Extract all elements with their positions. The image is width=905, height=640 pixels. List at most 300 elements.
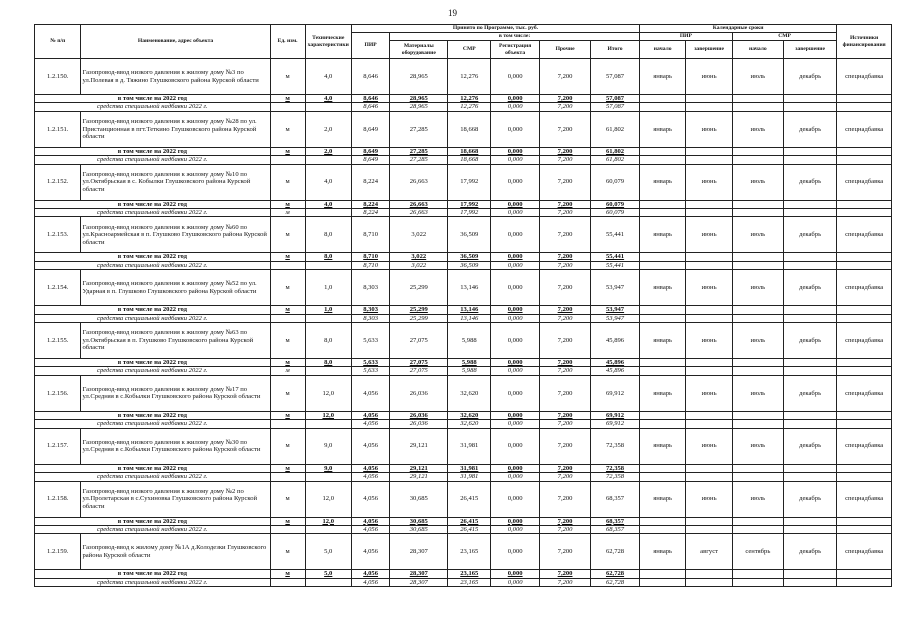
year-total-total: 69,912: [591, 411, 640, 419]
special-surcharge-total: 45,896: [591, 367, 640, 375]
year-total-smr: 13,146: [448, 306, 491, 314]
year-total-unit: м: [270, 306, 305, 314]
empty-cell: [639, 570, 685, 578]
funding-source: спецнадбавка: [837, 323, 892, 359]
tech-characteristic: 8,0: [305, 323, 351, 359]
other-value: 7,200: [540, 481, 591, 517]
total-value: 53,947: [591, 270, 640, 306]
year-total-label: в том числе на 2022 год: [35, 359, 271, 367]
special-surcharge-unit: м: [270, 209, 305, 217]
empty-cell: [837, 95, 892, 103]
empty-cell: [837, 570, 892, 578]
year-total-tech: 12,0: [305, 411, 351, 419]
smr-start: июль: [732, 217, 783, 253]
empty-cell: [783, 464, 836, 472]
pir-start: январь: [639, 270, 685, 306]
special-surcharge-smr: 18,668: [448, 156, 491, 164]
object-name: Газопровод-ввод к жилому дому №1А д.Колодезки Глушковского района Курской области: [81, 534, 270, 570]
year-total-other: 7,200: [540, 200, 591, 208]
empty-cell: [783, 156, 836, 164]
year-total-label: в том числе на 2022 год: [35, 200, 271, 208]
header-accepted: Принято по Программе, тыс. руб.: [351, 25, 639, 33]
year-total-smr: 31,981: [448, 464, 491, 472]
year-total-unit: м: [270, 253, 305, 261]
empty-cell: [686, 578, 732, 586]
empty-cell: [837, 261, 892, 269]
tech-characteristic: 4,0: [305, 59, 351, 95]
year-total-row: [35, 200, 892, 208]
special-surcharge-materials: 27,285: [390, 156, 448, 164]
special-surcharge-other: 7,200: [540, 156, 591, 164]
unit: м: [270, 217, 305, 253]
year-total-total: 61,802: [591, 147, 640, 155]
pir-value: 4,056: [351, 375, 389, 411]
table-row: [35, 375, 892, 411]
year-total-pir: 4,056: [351, 517, 389, 525]
unit: м: [270, 164, 305, 200]
smr-value: 31,981: [448, 428, 491, 464]
header-unit: Ед. изм.: [270, 25, 305, 59]
empty-cell: [837, 103, 892, 111]
special-surcharge-unit: [270, 156, 305, 164]
year-total-label: в том числе на 2022 год: [35, 464, 271, 472]
funding-source: спецнадбавка: [837, 59, 892, 95]
special-surcharge-total: 53,947: [591, 314, 640, 322]
empty-cell: [686, 261, 732, 269]
special-surcharge-unit: [270, 578, 305, 586]
year-total-tech: 1,0: [305, 306, 351, 314]
pir-end: июнь: [686, 164, 732, 200]
other-value: 7,200: [540, 270, 591, 306]
smr-start: июль: [732, 323, 783, 359]
pir-start: январь: [639, 481, 685, 517]
year-total-materials: 26,663: [390, 200, 448, 208]
funding-source: спецнадбавка: [837, 375, 892, 411]
empty-cell: [639, 253, 685, 261]
object-name: Газопровод-ввод низкого давления к жилому дому №17 по ул.Средняя в с.Кобылки Глушковского района Курской области: [81, 375, 270, 411]
object-name: Газопровод-ввод низкого давления к жилому дому №10 по ул.Октябрьская в с. Кобылки Глушковского района Курской области: [81, 164, 270, 200]
materials-value: 28,965: [390, 59, 448, 95]
empty-cell: [783, 200, 836, 208]
smr-end: декабрь: [783, 481, 836, 517]
special-surcharge-row: [35, 156, 892, 164]
other-value: 7,200: [540, 534, 591, 570]
empty-cell: [305, 525, 351, 533]
year-total-unit: м: [270, 359, 305, 367]
special-surcharge-smr: 36,509: [448, 261, 491, 269]
other-value: 7,200: [540, 59, 591, 95]
empty-cell: [837, 420, 892, 428]
registration-value: 0,000: [491, 111, 540, 147]
pir-value: 8,303: [351, 270, 389, 306]
special-surcharge-other: 7,200: [540, 103, 591, 111]
year-total-row: [35, 464, 892, 472]
year-total-materials: 25,299: [390, 306, 448, 314]
other-value: 7,200: [540, 323, 591, 359]
special-surcharge-other: 7,200: [540, 261, 591, 269]
table-row: [35, 59, 892, 95]
empty-cell: [686, 200, 732, 208]
empty-cell: [639, 261, 685, 269]
total-value: 72,358: [591, 428, 640, 464]
year-total-row: [35, 411, 892, 419]
object-name: Газопровод-ввод низкого давления к жилому дому №52 по ул. Ударная в п. Глушково Глушковского района Курской области: [81, 270, 270, 306]
empty-cell: [837, 411, 892, 419]
empty-cell: [837, 209, 892, 217]
empty-cell: [837, 359, 892, 367]
empty-cell: [783, 359, 836, 367]
header-smr-start: начало: [732, 41, 783, 59]
empty-cell: [686, 367, 732, 375]
row-number: 1.2.154.: [35, 270, 81, 306]
year-total-registration: 0,000: [491, 200, 540, 208]
special-surcharge-registration: 0,000: [491, 209, 540, 217]
special-surcharge-unit: м: [270, 367, 305, 375]
special-surcharge-pir: 8,710: [351, 261, 389, 269]
special-surcharge-unit: [270, 420, 305, 428]
smr-value: 32,620: [448, 375, 491, 411]
special-surcharge-unit: [270, 473, 305, 481]
tech-characteristic: 4,0: [305, 164, 351, 200]
year-total-registration: 0,000: [491, 570, 540, 578]
empty-cell: [837, 464, 892, 472]
year-total-row: [35, 359, 892, 367]
pir-end: июнь: [686, 59, 732, 95]
materials-value: 25,299: [390, 270, 448, 306]
empty-cell: [686, 359, 732, 367]
smr-start: июль: [732, 59, 783, 95]
smr-value: 36,509: [448, 217, 491, 253]
empty-cell: [305, 261, 351, 269]
pir-value: 4,056: [351, 428, 389, 464]
object-name: Газопровод-ввод низкого давления к жилому дому №2 по ул.Пролетарская в с.Сухиновка Глушковского района Курской области: [81, 481, 270, 517]
empty-cell: [837, 147, 892, 155]
year-total-label: в том числе на 2022 год: [35, 147, 271, 155]
empty-cell: [639, 367, 685, 375]
special-surcharge-pir: 4,056: [351, 473, 389, 481]
empty-cell: [639, 200, 685, 208]
year-total-tech: 2,0: [305, 147, 351, 155]
materials-value: 26,036: [390, 375, 448, 411]
year-total-other: 7,200: [540, 253, 591, 261]
row-number: 1.2.156.: [35, 375, 81, 411]
special-surcharge-label: средства специальной надбавки 2022 г.: [35, 209, 271, 217]
year-total-total: 57,087: [591, 95, 640, 103]
special-surcharge-registration: 0,000: [491, 525, 540, 533]
table-row: [35, 217, 892, 253]
pir-start: январь: [639, 59, 685, 95]
row-number: 1.2.155.: [35, 323, 81, 359]
pir-value: 8,646: [351, 59, 389, 95]
empty-cell: [686, 517, 732, 525]
year-total-row: [35, 147, 892, 155]
empty-cell: [732, 95, 783, 103]
header-num: № п/п: [35, 25, 81, 59]
special-surcharge-row: [35, 420, 892, 428]
materials-value: 30,685: [390, 481, 448, 517]
tech-characteristic: 9,0: [305, 428, 351, 464]
smr-end: декабрь: [783, 375, 836, 411]
empty-cell: [732, 517, 783, 525]
special-surcharge-materials: 3,022: [390, 261, 448, 269]
special-surcharge-label: средства специальной надбавки 2022 г.: [35, 473, 271, 481]
empty-cell: [783, 95, 836, 103]
special-surcharge-other: 7,200: [540, 367, 591, 375]
other-value: 7,200: [540, 375, 591, 411]
year-total-label: в том числе на 2022 год: [35, 95, 271, 103]
empty-cell: [732, 306, 783, 314]
special-surcharge-smr: 31,981: [448, 473, 491, 481]
smr-end: декабрь: [783, 534, 836, 570]
year-total-total: 62,728: [591, 570, 640, 578]
empty-cell: [686, 147, 732, 155]
special-surcharge-total: 72,358: [591, 473, 640, 481]
unit: м: [270, 534, 305, 570]
empty-cell: [837, 314, 892, 322]
year-total-label: в том числе на 2022 год: [35, 306, 271, 314]
header-total: Итого: [591, 41, 640, 59]
empty-cell: [783, 314, 836, 322]
year-total-tech: 9,0: [305, 464, 351, 472]
other-value: 7,200: [540, 217, 591, 253]
materials-value: 27,285: [390, 111, 448, 147]
total-value: 69,912: [591, 375, 640, 411]
empty-cell: [732, 367, 783, 375]
pir-end: июнь: [686, 270, 732, 306]
year-total-other: 7,200: [540, 570, 591, 578]
year-total-row: [35, 570, 892, 578]
empty-cell: [639, 209, 685, 217]
year-total-smr: 36,509: [448, 253, 491, 261]
empty-cell: [686, 525, 732, 533]
smr-start: июль: [732, 375, 783, 411]
empty-cell: [686, 306, 732, 314]
year-total-smr: 18,668: [448, 147, 491, 155]
year-total-materials: 30,685: [390, 517, 448, 525]
year-total-unit: м: [270, 95, 305, 103]
object-name: Газопровод-ввод низкого давления к жилому дому №63 по ул.Октябрьская в п. Глушково Глушковского района Курской области: [81, 323, 270, 359]
special-surcharge-pir: 4,056: [351, 578, 389, 586]
empty-cell: [639, 578, 685, 586]
empty-cell: [305, 367, 351, 375]
empty-cell: [639, 525, 685, 533]
special-surcharge-smr: 26,415: [448, 525, 491, 533]
pir-start: январь: [639, 111, 685, 147]
table-row: [35, 164, 892, 200]
empty-cell: [732, 314, 783, 322]
tech-characteristic: 1,0: [305, 270, 351, 306]
pir-start: январь: [639, 428, 685, 464]
empty-cell: [783, 261, 836, 269]
empty-cell: [686, 411, 732, 419]
year-total-registration: 0,000: [491, 517, 540, 525]
empty-cell: [837, 473, 892, 481]
year-total-materials: 26,036: [390, 411, 448, 419]
year-total-unit: м: [270, 464, 305, 472]
year-total-pir: 8,710: [351, 253, 389, 261]
special-surcharge-pir: 4,056: [351, 525, 389, 533]
empty-cell: [783, 147, 836, 155]
empty-cell: [837, 253, 892, 261]
empty-cell: [639, 103, 685, 111]
empty-cell: [783, 578, 836, 586]
special-surcharge-registration: 0,000: [491, 156, 540, 164]
empty-cell: [783, 570, 836, 578]
special-surcharge-pir: 8,303: [351, 314, 389, 322]
object-name: Газопровод-ввод низкого давления к жилому дому №3 по ул.Полевая в д. Тяжино Глушковского района Курской области: [81, 59, 270, 95]
empty-cell: [732, 253, 783, 261]
smr-value: 5,988: [448, 323, 491, 359]
year-total-pir: 8,224: [351, 200, 389, 208]
special-surcharge-registration: 0,000: [491, 578, 540, 586]
empty-cell: [305, 156, 351, 164]
empty-cell: [783, 253, 836, 261]
empty-cell: [732, 147, 783, 155]
year-total-other: 7,200: [540, 147, 591, 155]
empty-cell: [639, 147, 685, 155]
header-pir: ПИР: [351, 33, 389, 59]
year-total-total: 72,358: [591, 464, 640, 472]
pir-value: 4,056: [351, 481, 389, 517]
year-total-label: в том числе на 2022 год: [35, 253, 271, 261]
smr-end: декабрь: [783, 59, 836, 95]
header-smr-end: завершение: [783, 41, 836, 59]
unit: м: [270, 59, 305, 95]
empty-cell: [686, 473, 732, 481]
smr-start: июль: [732, 270, 783, 306]
special-surcharge-row: [35, 103, 892, 111]
smr-end: декабрь: [783, 270, 836, 306]
year-total-materials: 28,307: [390, 570, 448, 578]
special-surcharge-materials: 26,663: [390, 209, 448, 217]
empty-cell: [639, 517, 685, 525]
empty-cell: [783, 209, 836, 217]
empty-cell: [783, 411, 836, 419]
pir-value: 4,056: [351, 534, 389, 570]
empty-cell: [837, 200, 892, 208]
year-total-total: 53,947: [591, 306, 640, 314]
tech-characteristic: 12,0: [305, 481, 351, 517]
tech-characteristic: 2,0: [305, 111, 351, 147]
pir-value: 5,633: [351, 323, 389, 359]
total-value: 55,441: [591, 217, 640, 253]
empty-cell: [783, 517, 836, 525]
year-total-materials: 27,075: [390, 359, 448, 367]
year-total-pir: 4,056: [351, 411, 389, 419]
special-surcharge-registration: 0,000: [491, 367, 540, 375]
smr-end: декабрь: [783, 428, 836, 464]
table-row: [35, 534, 892, 570]
materials-value: 27,075: [390, 323, 448, 359]
year-total-row: [35, 306, 892, 314]
special-surcharge-materials: 28,965: [390, 103, 448, 111]
smr-start: июль: [732, 428, 783, 464]
special-surcharge-label: средства специальной надбавки 2022 г.: [35, 314, 271, 322]
year-total-unit: м: [270, 200, 305, 208]
special-surcharge-pir: 5,633: [351, 367, 389, 375]
special-surcharge-row: [35, 473, 892, 481]
year-total-other: 7,200: [540, 306, 591, 314]
year-total-unit: м: [270, 570, 305, 578]
total-value: 57,087: [591, 59, 640, 95]
special-surcharge-materials: 25,299: [390, 314, 448, 322]
special-surcharge-pir: 8,224: [351, 209, 389, 217]
empty-cell: [639, 473, 685, 481]
year-total-tech: 12,0: [305, 517, 351, 525]
year-total-materials: 3,022: [390, 253, 448, 261]
special-surcharge-unit: [270, 525, 305, 533]
empty-cell: [837, 578, 892, 586]
table-row: [35, 428, 892, 464]
unit: м: [270, 111, 305, 147]
special-surcharge-total: 68,357: [591, 525, 640, 533]
table-row: [35, 270, 892, 306]
empty-cell: [732, 156, 783, 164]
special-surcharge-registration: 0,000: [491, 314, 540, 322]
row-number: 1.2.158.: [35, 481, 81, 517]
unit: м: [270, 375, 305, 411]
object-name: Газопровод-ввод низкого давления к жилому дому №30 по ул.Средняя в с.Кобылки Глушковского района Курской области: [81, 428, 270, 464]
empty-cell: [686, 156, 732, 164]
smr-start: июль: [732, 111, 783, 147]
year-total-materials: 27,285: [390, 147, 448, 155]
unit: м: [270, 270, 305, 306]
year-total-registration: 0,000: [491, 306, 540, 314]
empty-cell: [732, 578, 783, 586]
header-cal-smr: СМР: [732, 33, 837, 41]
unit: м: [270, 323, 305, 359]
empty-cell: [686, 103, 732, 111]
year-total-other: 7,200: [540, 464, 591, 472]
year-total-total: 55,441: [591, 253, 640, 261]
empty-cell: [732, 464, 783, 472]
registration-value: 0,000: [491, 323, 540, 359]
funding-source: спецнадбавка: [837, 217, 892, 253]
year-total-pir: 8,649: [351, 147, 389, 155]
pir-start: январь: [639, 534, 685, 570]
row-number: 1.2.151.: [35, 111, 81, 147]
smr-value: 17,992: [448, 164, 491, 200]
special-surcharge-registration: 0,000: [491, 420, 540, 428]
header-pir-start: начало: [639, 41, 685, 59]
pir-value: 8,649: [351, 111, 389, 147]
funding-source: спецнадбавка: [837, 270, 892, 306]
pir-end: июнь: [686, 375, 732, 411]
header-pir-end: завершение: [686, 41, 732, 59]
empty-cell: [783, 525, 836, 533]
special-surcharge-materials: 27,075: [390, 367, 448, 375]
empty-cell: [732, 103, 783, 111]
special-surcharge-other: 7,200: [540, 578, 591, 586]
special-surcharge-unit: [270, 314, 305, 322]
special-surcharge-unit: [270, 261, 305, 269]
year-total-registration: 0,000: [491, 464, 540, 472]
empty-cell: [732, 359, 783, 367]
registration-value: 0,000: [491, 217, 540, 253]
year-total-row: [35, 517, 892, 525]
year-total-unit: м: [270, 147, 305, 155]
materials-value: 26,663: [390, 164, 448, 200]
empty-cell: [305, 209, 351, 217]
year-total-registration: 0,000: [491, 411, 540, 419]
header-materials: Материалы оборудование: [390, 41, 448, 59]
header-source: Источники финансирования: [837, 25, 892, 59]
row-number: 1.2.157.: [35, 428, 81, 464]
special-surcharge-total: 57,087: [591, 103, 640, 111]
special-surcharge-smr: 5,988: [448, 367, 491, 375]
smr-start: сентябрь: [732, 534, 783, 570]
year-total-tech: 8,0: [305, 359, 351, 367]
